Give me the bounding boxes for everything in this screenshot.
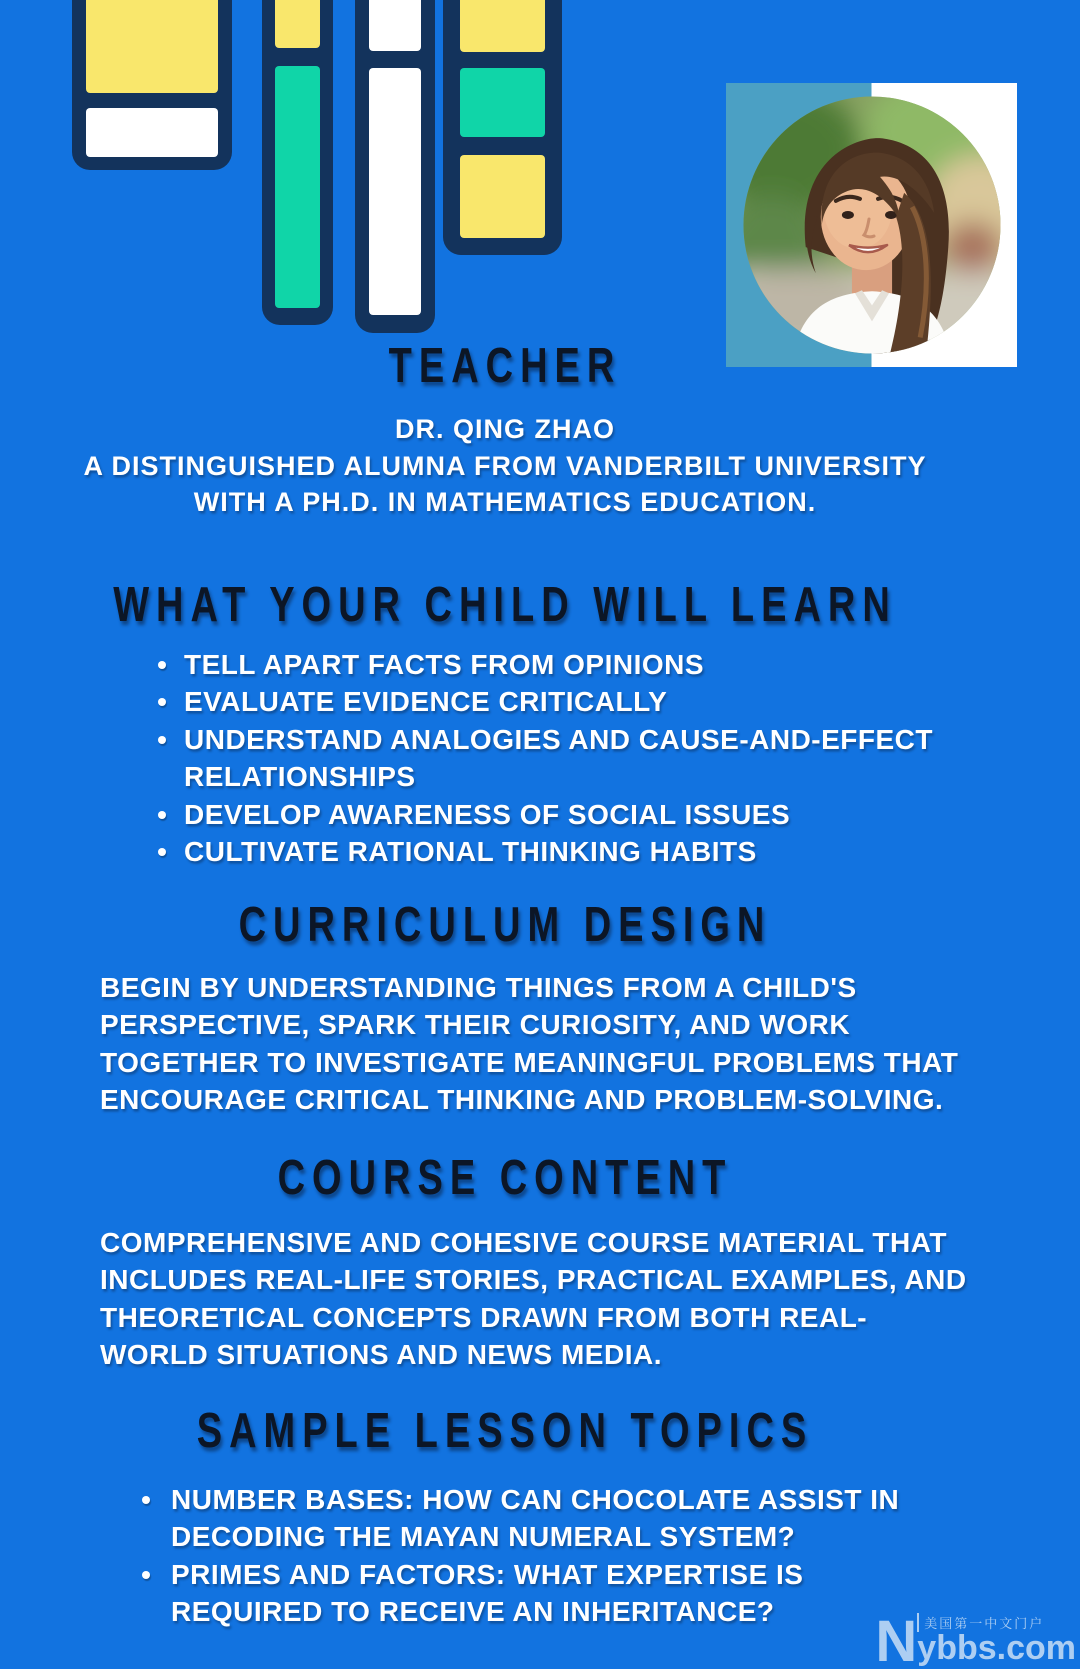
topics-list [142,1481,899,1631]
teacher-portrait [743,97,1000,354]
decor-block-yellow [460,155,545,238]
watermark-tagline: 美国第一中文门户 [917,1613,1044,1632]
decor-block-yellow [86,0,218,93]
paragraph-line: BEGIN BY UNDERSTANDING THINGS FROM A CHILD'S [100,972,857,1003]
decor-column-4 [443,0,562,255]
paragraph-line: ENCOURAGE CRITICAL THINKING AND PROBLEM-SOLVING. [100,1084,944,1116]
list-item: DEVELOP AWARENESS OF SOCIAL ISSUES [158,796,933,833]
decor-block-yellow [275,0,320,48]
bullet-icon [158,661,166,669]
decor-column-2 [262,0,333,325]
list-item: UNDERSTAND ANALOGIES AND CAUSE-AND-EFFECT RELATIONSHIPS [158,721,933,796]
bullet-icon [158,848,166,856]
paragraph-line: THEORETICAL CONCEPTS DRAWN FROM BOTH REAL- [100,1301,868,1333]
bullet-icon [158,698,166,706]
course-heading: COURSE CONTENT [277,1151,733,1206]
teacher-heading: TEACHER [388,339,622,394]
list-item: CULTIVATE RATIONAL THINKING HABITS [158,833,933,870]
teacher-name: DR. QING ZHAO [395,414,615,444]
learn-heading: WHAT YOUR CHILD WILL LEARN [113,578,897,633]
bullet-icon [158,811,166,819]
topics-heading: SAMPLE LESSON TOPICS [196,1404,814,1459]
teacher-portrait-illustration [743,97,1000,354]
decor-block-white [369,68,421,315]
paragraph-line: PERSPECTIVE, SPARK THEIR CURIOSITY, AND WORK [100,1009,851,1041]
watermark-site-name: ybbs.com [917,1629,1076,1668]
decor-block-white [369,0,421,51]
course-paragraph [100,1224,1000,1374]
decor-block-teal [275,66,320,308]
bullet-icon [158,736,166,744]
bullet-icon [142,1571,150,1579]
bullet-icon [142,1496,150,1504]
teacher-credential-line1: A DISTINGUISHED ALUMNA FROM VANDERBILT UNIVERSITY [83,450,927,481]
decor-column-3 [355,0,435,333]
decor-block-white [86,108,218,157]
paragraph-line: TOGETHER TO INVESTIGATE MEANINGFUL PROBLEMS THAT [100,1046,959,1078]
decor-column-1 [72,0,232,170]
list-item: EVALUATE EVIDENCE CRITICALLY [158,683,933,720]
decor-block-yellow [460,0,545,52]
paragraph-line: INCLUDES REAL-LIFE STORIES, PRACTICAL EXAMPLES, AND [100,1264,967,1296]
learn-list [158,646,933,870]
teacher-subtitle [0,411,1010,521]
curriculum-paragraph [100,969,1000,1119]
list-item: NUMBER BASES: HOW CAN CHOCOLATE ASSIST IN DECODING THE MAYAN NUMERAL SYSTEM? [142,1481,899,1556]
teacher-credential-line2: WITH A PH.D. IN MATHEMATICS EDUCATION. [193,487,817,518]
decor-block-teal [460,68,545,137]
list-item: PRIMES AND FACTORS: WHAT EXPERTISE IS REQUIRED TO RECEIVE AN INHERITANCE? [142,1556,899,1631]
list-item: TELL APART FACTS FROM OPINIONS [158,646,933,683]
paragraph-line: WORLD SITUATIONS AND NEWS MEDIA. [100,1339,662,1371]
paragraph-line: COMPREHENSIVE AND COHESIVE COURSE MATERIAL THAT [100,1227,947,1258]
watermark-logo-initial: N [875,1609,916,1669]
curriculum-heading: CURRICULUM DESIGN [238,898,772,953]
site-watermark [875,1609,1076,1669]
teacher-photo-panel [726,83,1017,367]
